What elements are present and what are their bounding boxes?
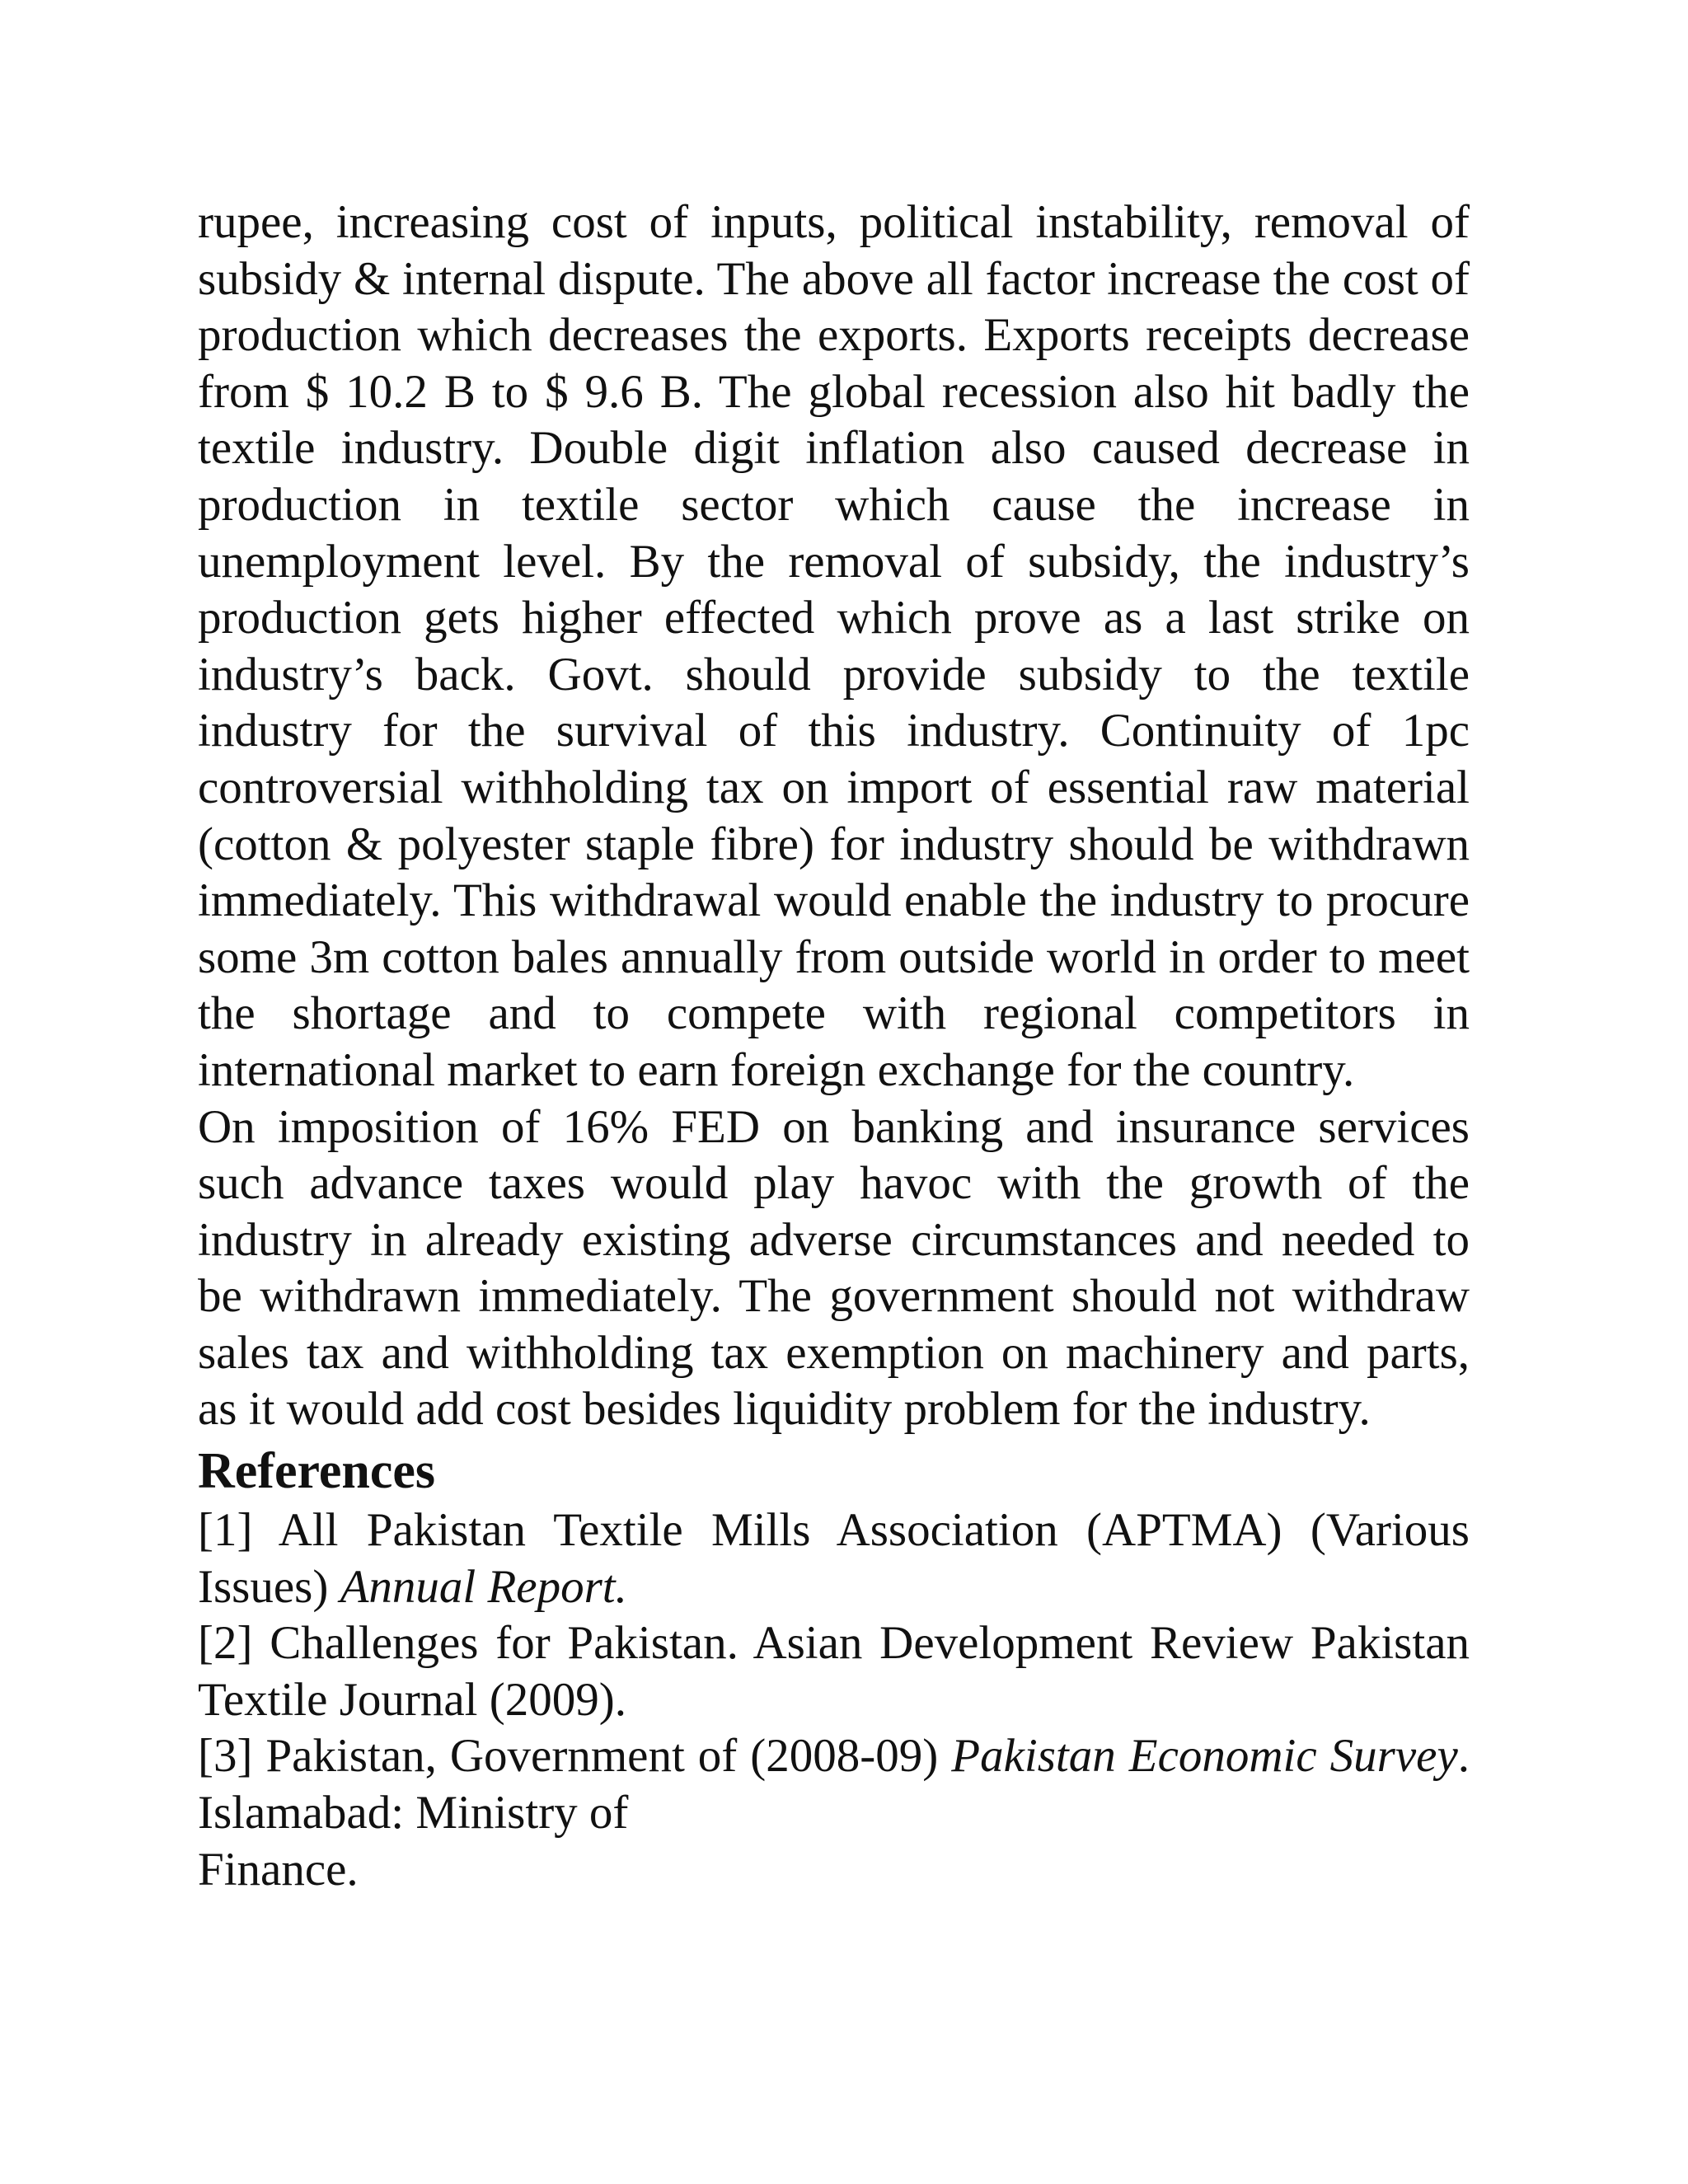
- reference-2: [2] Challenges for Pakistan. Asian Development Review Pakistan Textile Journal (2009).: [198, 1617, 1470, 1726]
- document-page: [198, 194, 1470, 1898]
- references-heading: References: [198, 1443, 436, 1500]
- reference-3: [198, 1728, 1470, 1898]
- reference-3-title: Pakistan Economic Survey: [951, 1730, 1458, 1783]
- reference-3-last-line: Finance.: [198, 1843, 359, 1896]
- reference-1: [198, 1502, 1470, 1615]
- reference-1-text: [1] All Pakistan Textile Mills Association (APTMA) (Various Issues): [198, 1504, 1470, 1613]
- body-paragraph-1: rupee, increasing cost of inputs, political instability, removal of subsidy & internal dispute. The above all factor increase the cost of production which decreases the exports. Exports receipts decrease from $ 10.2 B to $ 9.6 B. The global recession also hit badly the textile industry. Double digit inflation also caused decrease in production in textile sector which cause the increase in unemployment level. By the removal of subsidy, the industry’s production gets higher effected which prove as a last strike on industry’s back. Govt. should provide subsidy to the textile industry for the survival of this industry. Continuity of 1pc controversial withholding tax on import of essential raw material (cotton & polyester staple fibre) for industry should be withdrawn immediately. This withdrawal would enable the industry to procure some 3m cotton bales annually from outside world in order to meet the shortage and to compete with regional competitors in international market to earn foreign exchange for the country.: [198, 196, 1470, 1096]
- reference-3-publisher: . Islamabad: Ministry of: [198, 1730, 1470, 1840]
- reference-3-text: [3] Pakistan, Government of (2008-09): [198, 1730, 952, 1783]
- body-paragraph-2: On imposition of 16% FED on banking and insurance services such advance taxes would play havoc with the growth of the industry in already existing adverse circumstances and needed to be withdrawn immediately. The government should not withdraw sales tax and withholding tax exemption on machinery and parts, as it would add cost besides liquidity problem for the industry.: [198, 1100, 1470, 1436]
- reference-1-title: Annual Report.: [340, 1560, 627, 1613]
